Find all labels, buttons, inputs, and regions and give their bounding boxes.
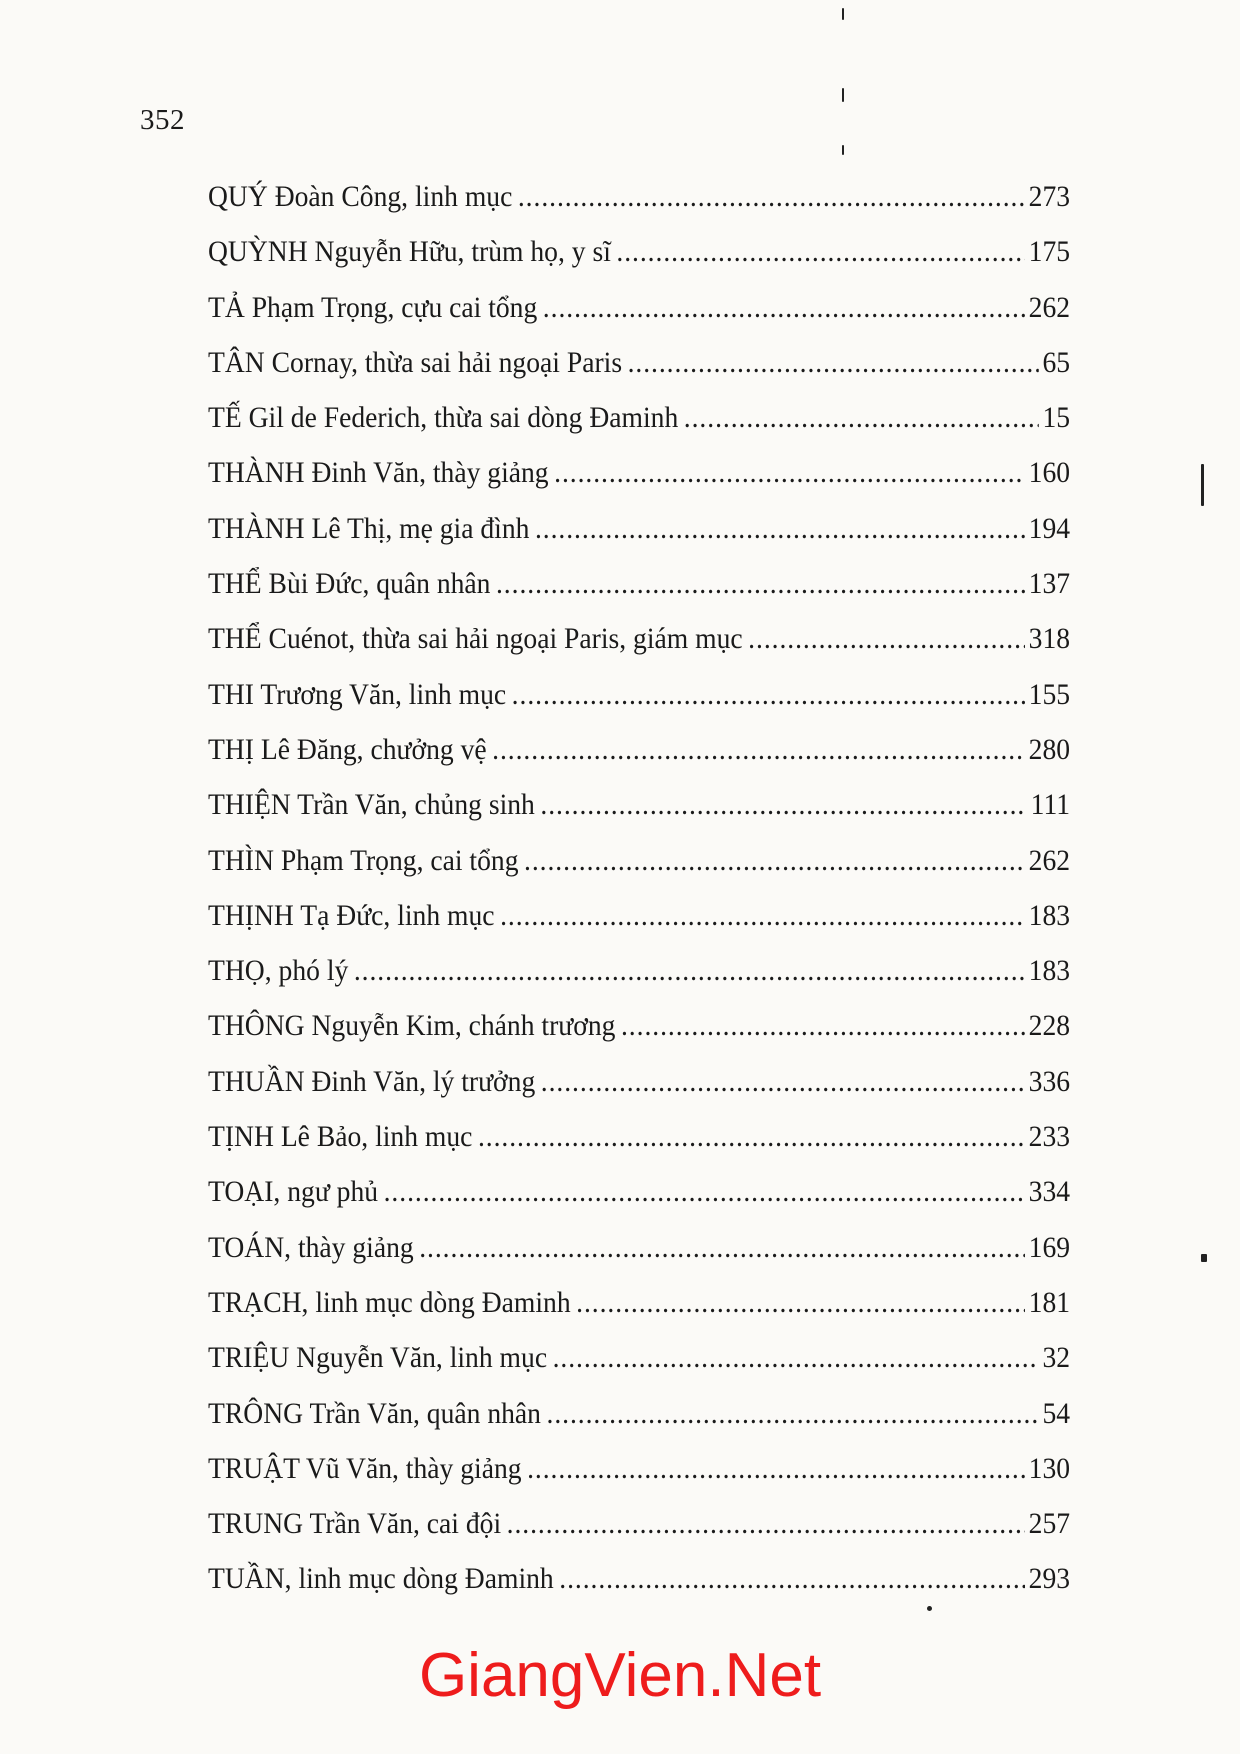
scan-speck xyxy=(842,8,844,20)
index-entry xyxy=(208,1231,1070,1286)
entry-page-number: 194 xyxy=(1028,511,1071,545)
entry-name: THỊNH Tạ Đức, linh mục xyxy=(208,898,495,932)
scan-speck xyxy=(842,88,844,102)
entry-name: THUẦN Đinh Văn, lý trưởng xyxy=(208,1064,536,1098)
watermark-text: GiangVien.Net xyxy=(418,1641,822,1710)
index-entry xyxy=(208,844,1070,899)
entry-page-number: 293 xyxy=(1028,1562,1071,1596)
entry-page-number: 273 xyxy=(1028,180,1071,213)
entry-page-number: 32 xyxy=(1042,1341,1071,1375)
dot-leader xyxy=(748,622,1025,656)
entry-name: TRẠCH, linh mục dòng Đaminh xyxy=(208,1285,571,1319)
entry-name: TRUẬT Vũ Văn, thày giảng xyxy=(208,1451,522,1485)
index-entry xyxy=(208,1175,1070,1230)
entry-name: THI Trương Văn, linh mục xyxy=(208,677,507,711)
index-entry xyxy=(208,1009,1070,1064)
entry-page-number: 181 xyxy=(1028,1285,1071,1319)
entry-name: TRÔNG Trần Văn, quân nhân xyxy=(208,1396,541,1430)
entry-page-number: 262 xyxy=(1028,290,1071,324)
entry-name: TRUNG Trần Văn, cai đội xyxy=(208,1507,502,1541)
index-entry xyxy=(208,899,1070,954)
dot-leader xyxy=(553,1341,1039,1375)
index-entry xyxy=(208,622,1070,677)
dot-leader xyxy=(616,235,1025,269)
dot-leader xyxy=(547,1397,1039,1431)
entry-page-number: 169 xyxy=(1028,1230,1071,1264)
dot-leader xyxy=(354,954,1025,988)
dot-leader xyxy=(500,899,1025,933)
entry-name: THIỆN Trần Văn, chủng sinh xyxy=(208,788,535,822)
index-entry xyxy=(208,1120,1070,1175)
entry-page-number: 183 xyxy=(1028,898,1071,932)
index-entry xyxy=(208,512,1070,567)
entry-page-number: 257 xyxy=(1028,1507,1071,1541)
entry-page-number: 175 xyxy=(1028,235,1071,269)
entry-name: TOẠI, ngư phủ xyxy=(208,1175,379,1209)
entry-page-number: 111 xyxy=(1030,788,1071,822)
entry-name: QUÝ Đoàn Công, linh mục xyxy=(208,180,513,213)
entry-name: TÂN Cornay, thừa sai hải ngoại Paris xyxy=(208,345,623,379)
index-entry xyxy=(208,1397,1070,1452)
entry-name: TẢ Phạm Trọng, cựu cai tổng xyxy=(208,290,538,324)
index-entry xyxy=(208,678,1070,733)
index-entry xyxy=(208,1452,1070,1507)
index-entry xyxy=(208,456,1070,511)
entry-name: QUỲNH Nguyễn Hữu, trùm họ, y sĩ xyxy=(208,235,611,269)
entry-page-number: 228 xyxy=(1028,1009,1071,1043)
entry-name: TẾ Gil de Federich, thừa sai dòng Đaminh xyxy=(208,401,679,435)
dot-leader xyxy=(621,1009,1025,1043)
dot-leader xyxy=(478,1120,1025,1154)
dot-leader xyxy=(384,1175,1025,1209)
index-entry xyxy=(208,401,1070,456)
dot-leader xyxy=(540,788,1027,822)
entry-name: THỂ Cuénot, thừa sai hải ngoại Paris, giám mục xyxy=(208,622,743,656)
index-entry xyxy=(208,235,1070,290)
entry-page-number: 65 xyxy=(1042,345,1071,379)
entry-name: THÀNH Đinh Văn, thày giảng xyxy=(208,456,549,490)
name-index-list xyxy=(208,180,1070,1618)
dot-leader xyxy=(512,678,1025,712)
entry-name: THỊ Lê Đăng, chưởng vệ xyxy=(208,732,487,766)
dot-leader xyxy=(576,1286,1025,1320)
scan-speck xyxy=(1201,1254,1207,1262)
index-entry xyxy=(208,954,1070,1009)
entry-name: THÌN Phạm Trọng, cai tổng xyxy=(208,843,519,877)
dot-leader xyxy=(541,1065,1025,1099)
entry-page-number: 262 xyxy=(1028,843,1071,877)
index-entry xyxy=(208,567,1070,622)
index-entry xyxy=(208,788,1070,843)
entry-name: TRIỆU Nguyễn Văn, linh mục xyxy=(208,1341,548,1375)
index-entry xyxy=(208,733,1070,788)
entry-name: THÀNH Lê Thị, mẹ gia đình xyxy=(208,511,530,545)
dot-leader xyxy=(684,401,1039,435)
entry-page-number: 155 xyxy=(1028,677,1071,711)
entry-name: TỊNH Lê Bảo, linh mục xyxy=(208,1120,473,1154)
index-entry xyxy=(208,1065,1070,1120)
index-entry xyxy=(208,346,1070,401)
entry-name: THỂ Bùi Đức, quân nhân xyxy=(208,567,491,601)
index-entry xyxy=(208,291,1070,346)
dot-leader xyxy=(492,733,1025,767)
index-entry xyxy=(208,180,1070,235)
entry-name: THỌ, phó lý xyxy=(208,954,349,988)
dot-leader xyxy=(518,180,1025,214)
index-entry xyxy=(208,1562,1070,1617)
index-entry xyxy=(208,1286,1070,1341)
dot-leader xyxy=(543,291,1025,325)
entry-page-number: 137 xyxy=(1028,567,1071,601)
dot-leader xyxy=(628,346,1039,380)
entry-page-number: 183 xyxy=(1028,954,1071,988)
entry-name: THÔNG Nguyễn Kim, chánh trương xyxy=(208,1009,616,1043)
index-entry xyxy=(208,1507,1070,1562)
entry-page-number: 336 xyxy=(1028,1064,1071,1098)
entry-page-number: 318 xyxy=(1028,622,1071,656)
entry-name: TOÁN, thày giảng xyxy=(208,1230,414,1264)
entry-page-number: 280 xyxy=(1028,732,1071,766)
scan-speck xyxy=(1201,464,1204,506)
entry-page-number: 54 xyxy=(1042,1396,1071,1430)
entry-page-number: 130 xyxy=(1028,1451,1071,1485)
scan-speck xyxy=(927,1606,932,1611)
page-number: 352 xyxy=(140,104,185,136)
entry-page-number: 233 xyxy=(1028,1120,1071,1154)
entry-page-number: 334 xyxy=(1028,1175,1071,1209)
dot-leader xyxy=(535,512,1025,546)
entry-page-number: 15 xyxy=(1042,401,1071,435)
dot-leader xyxy=(524,844,1025,878)
dot-leader xyxy=(554,456,1025,490)
dot-leader xyxy=(496,567,1025,601)
entry-name: TUẦN, linh mục dòng Đaminh xyxy=(208,1562,554,1596)
dot-leader xyxy=(419,1231,1025,1265)
entry-page-number: 160 xyxy=(1028,456,1071,490)
dot-leader xyxy=(507,1507,1025,1541)
scan-speck xyxy=(842,145,844,155)
dot-leader xyxy=(527,1452,1025,1486)
dot-leader xyxy=(559,1562,1025,1596)
index-entry xyxy=(208,1341,1070,1396)
